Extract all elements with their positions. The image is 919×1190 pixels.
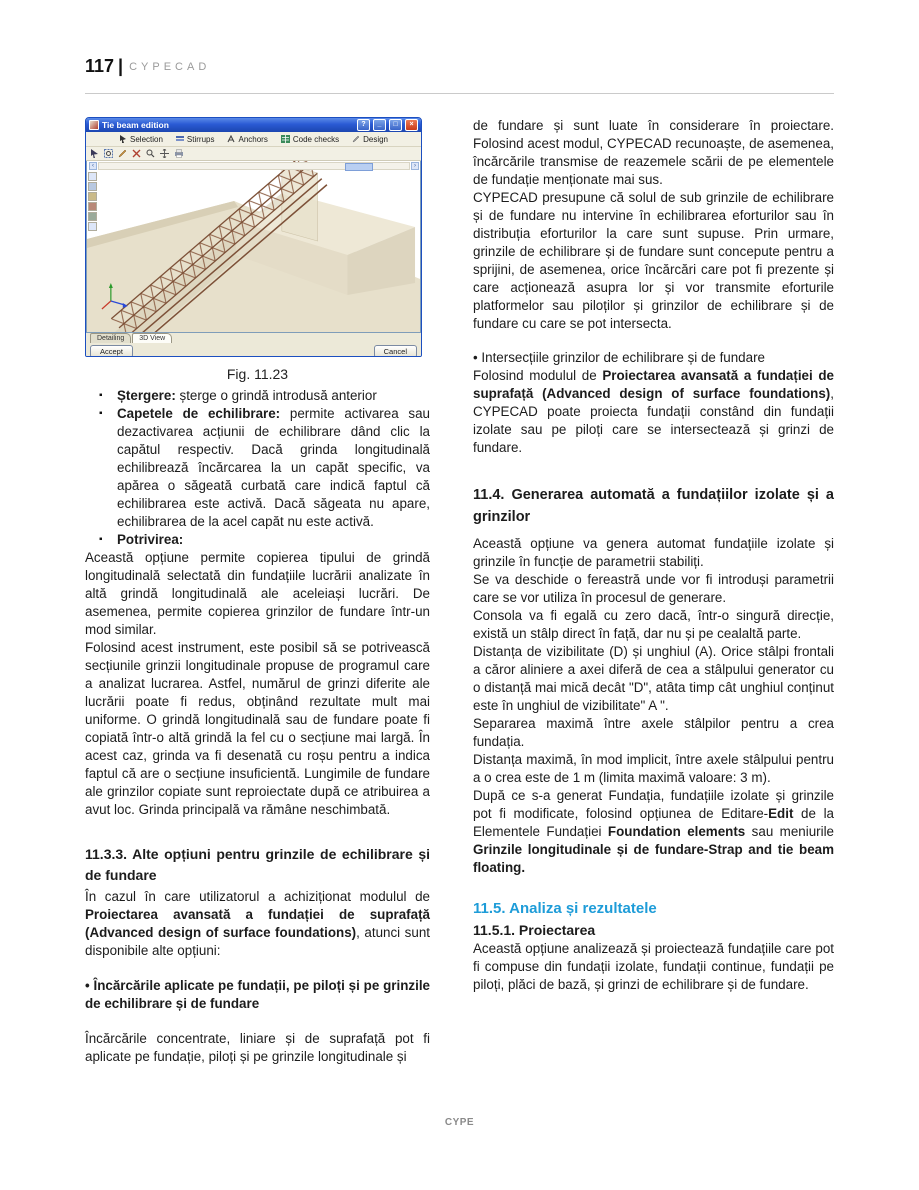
edit-icon[interactable] [117,148,128,159]
paragraph: CYPECAD presupune că solul de sub grinzile de echilibrare și de fundare nu intervine în echilibrarea eforturilor sau în distribuția eforturilor la care sunt supuse. Prin urmare, grinzile de echilibrare și de fundare sunt concepute pentru a sprijini, de asemenea, orice încărcări care pot fi prezente și care acționează asupra lor și vor transmite eforturile platformelor sau piloților și grinzilor de echilibrare și de fundare cu care se pot intersecta. [473,190,834,331]
paragraph: Folosind modulul de Proiectarea avansată a fundației de suprafață (Advanced design of surface foundations), CYPECAD poate proiecta fundații constând din fundații izolate sau pe piloți care se intersectează și grinzi de fundare. [473,368,834,455]
paragraph: Această opțiune permite copierea tipului de grindă longitudinală selectată din fundațiile lucrării analizate în altă grindă longitudinală ale aceleiași lucrări. De asemenea, permite copierea grinzilor de fundare într-un mod similar. [85,550,430,637]
3d-canvas[interactable] [86,161,421,333]
page-number: 117 [85,56,115,76]
bullet-intersectiile: • Intersecțiile grinzilor de echilibrare și de fundare [473,350,765,365]
window-menubar [86,132,421,147]
paragraph: Distanța maximă, în mod implicit, între axele stâlpului pentru a o crea este de 1 m (limita maximă valoare: 3 m). [473,752,834,785]
scroll-left-icon[interactable]: ‹ [89,162,97,170]
view-tabs [86,333,421,343]
scroll-down-icon[interactable] [88,222,97,231]
accept-button[interactable]: Accept [90,345,133,357]
window-icon [89,120,99,130]
right-column [473,117,834,994]
pointer-icon[interactable] [89,148,100,159]
close-icon[interactable]: × [405,119,418,131]
maximize-icon[interactable]: □ [389,119,402,131]
print-icon[interactable] [173,148,184,159]
figure-caption: Fig. 11.23 [226,366,289,382]
paragraph: Această opțiune analizează și proiectează fundațiile care pot fi compuse din fundații izolate, fundații continue, fundații pe piloți, plăci de bază, și grinzi de echilibrare și de fundare. [473,941,834,992]
zoom-icon[interactable] [145,148,156,159]
paragraph: Această opțiune va genera automat fundațiile izolate și grinzile în funcție de parametrii stabiliți. [473,536,834,569]
minimize-icon[interactable]: _ [373,119,386,131]
paragraph: de fundare și sunt luate în considerare în proiectare. Folosind acest modul, CYPECAD recunoaște, de asemenea, încărcările transmise de reazemele scării de pe elementele de fundație menționate mai sus. [473,118,834,187]
section-heading-11-5: 11.5. Analiza și rezultatele [473,900,657,917]
scrollbar-thumb[interactable] [345,163,373,171]
section-heading-11-5-1: 11.5.1. Proiectarea [473,922,596,938]
horizontal-scrollbar[interactable] [98,162,410,170]
tab-detailing[interactable]: Detailing [90,333,131,343]
paragraph: După ce s-a generat Fundația, fundațiile izolate și grinzile pot fi modificate, folosind opțiunea de Editare-Edit de la Elementele Fundației Foundation elements sau meniurile Grinzile longitudinale și de fundare-Strap and tie beam floating. [473,788,834,875]
rebar-view-icon[interactable] [88,202,97,211]
paragraph: Separarea maximă între axele stâlpilor pentru a crea fundația. [473,716,834,749]
footer-brand: CYPE [444,1117,475,1128]
page-header [85,56,210,77]
zoom-window-icon[interactable] [103,148,114,159]
selection-icon [119,135,127,143]
tab-3d-view[interactable]: 3D View [132,333,172,343]
paragraph: Distanța de vizibilitate (D) și unghiul (A). Orice stâlpi frontali a căror aliniere a axei diferă de cea a stâlpului generator cu o distanță mai mică decât "D", atâta timp cât unghiul conținut este în unghiul de vizibilitate" A ". [473,644,834,713]
paragraph: Încărcările concentrate, liniare și de suprafață pot fi aplicate pe fundație, piloți și pe grinzile longitudinale și [85,1031,430,1064]
menu-stirrups[interactable] [176,135,215,144]
window-title: Tie beam edition [102,120,169,130]
menu-label: Design [363,134,388,144]
menu-label: Stirrups [186,134,215,144]
window-button-row [86,343,421,357]
paragraph: Se va deschide o fereastră unde vor fi introduși parametrii care se vor utiliza în procesul de generare. [473,572,834,605]
section-heading-11-3-3: 11.3.3. Alte opțiuni pentru grinzile de echilibrare și de fundare [85,846,430,883]
anchors-icon [227,135,235,143]
bullet-marker: ▪ [99,408,103,419]
paragraph: În cazul în care utilizatorul a achiziționat modulul de Proiectarea avansată a fundației de suprafață (Advanced design of surface foundations), atunci sunt disponibile alte opțiuni: [85,889,430,958]
scroll-up-icon[interactable] [88,172,97,181]
menu-label: Anchors [238,134,268,144]
header-divider [85,93,834,94]
left-column [85,117,430,1066]
layers-icon[interactable] [88,182,97,191]
menu-anchors[interactable] [227,135,267,144]
delete-icon[interactable] [131,148,142,159]
bullet-capetele: ▪ Capetele de echilibrare: permite activarea sau dezactivarea acțiunii de echilibrare dând clic la capătul respectiv. Dacă grinda longitudinală echilibrează încărcarea la un capăt specific, va apărea o săgeată curbată care indică faptul că echilibrarea este activă. Dacă săgeata nu apare, echilibrarea de la acel capăt nu este activă. [99,406,430,529]
bold-bullet-incarcarile: • Încărcările aplicate pe fundații, pe piloți și pe grinzile de echilibrare și de fundare [85,978,430,1011]
section-icon[interactable] [88,212,97,221]
paragraph: Consola va fi egală cu zero dacă, într-o singură direcție, există un stâlp direct în față, dar nu și pe cealaltă parte. [473,608,834,641]
view-tool-strip [88,172,98,231]
menu-code-checks[interactable] [281,135,339,144]
pan-icon[interactable] [159,148,170,159]
scroll-right-icon[interactable]: › [411,162,419,170]
menu-label: Code checks [292,134,340,144]
bullet-marker: ▪ [99,534,103,545]
stirrups-icon [176,135,184,143]
bullet-marker: ▪ [99,390,103,401]
bullet-potrivirea: ▪ Potrivirea: [99,532,184,547]
menu-design[interactable] [352,135,388,144]
section-heading-11-4: 11.4. Generarea automată a fundațiilor izolate și a grinzilor [473,487,834,525]
menu-selection[interactable] [119,135,163,144]
3d-foundation-view [87,161,420,332]
brand-name: CYPECAD [129,61,211,73]
header-separator: | [118,56,124,76]
code-checks-icon [281,135,290,143]
paragraph: Folosind acest instrument, este posibil să se potrivească secțiunile grinzii longitudinale propuse de programul care a analizat lucrarea. Astfel, numărul de grinzi diferite ale lucrării poate fi redus, obținând rezultate mult mai uniforme. O grindă longitudinală sau de fundare poate fi copiată într-o altă grindă la fel cu o secțiune mai largă. În acest caz, grinda va fi desenată cu roșu pentru a indica faptul că are o secțiune insuficientă. Lungimile de fundare ale grinzilor copiate sunt reproiectate după ce atribuirea a avut loc. Grinda principală va rămâne neschimbată. [85,640,430,817]
menu-label: Selection [130,134,163,144]
window-titlebar[interactable] [86,118,421,132]
bullet-stergere: ▪ Ștergere: șterge o grindă introdusă anterior [99,388,377,403]
texture-icon[interactable] [88,192,97,201]
cancel-button[interactable]: Cancel [374,345,417,357]
design-icon [352,135,360,143]
window-toolbar [86,147,421,161]
tie-beam-edition-window [85,117,422,357]
help-icon[interactable]: ? [357,119,370,131]
